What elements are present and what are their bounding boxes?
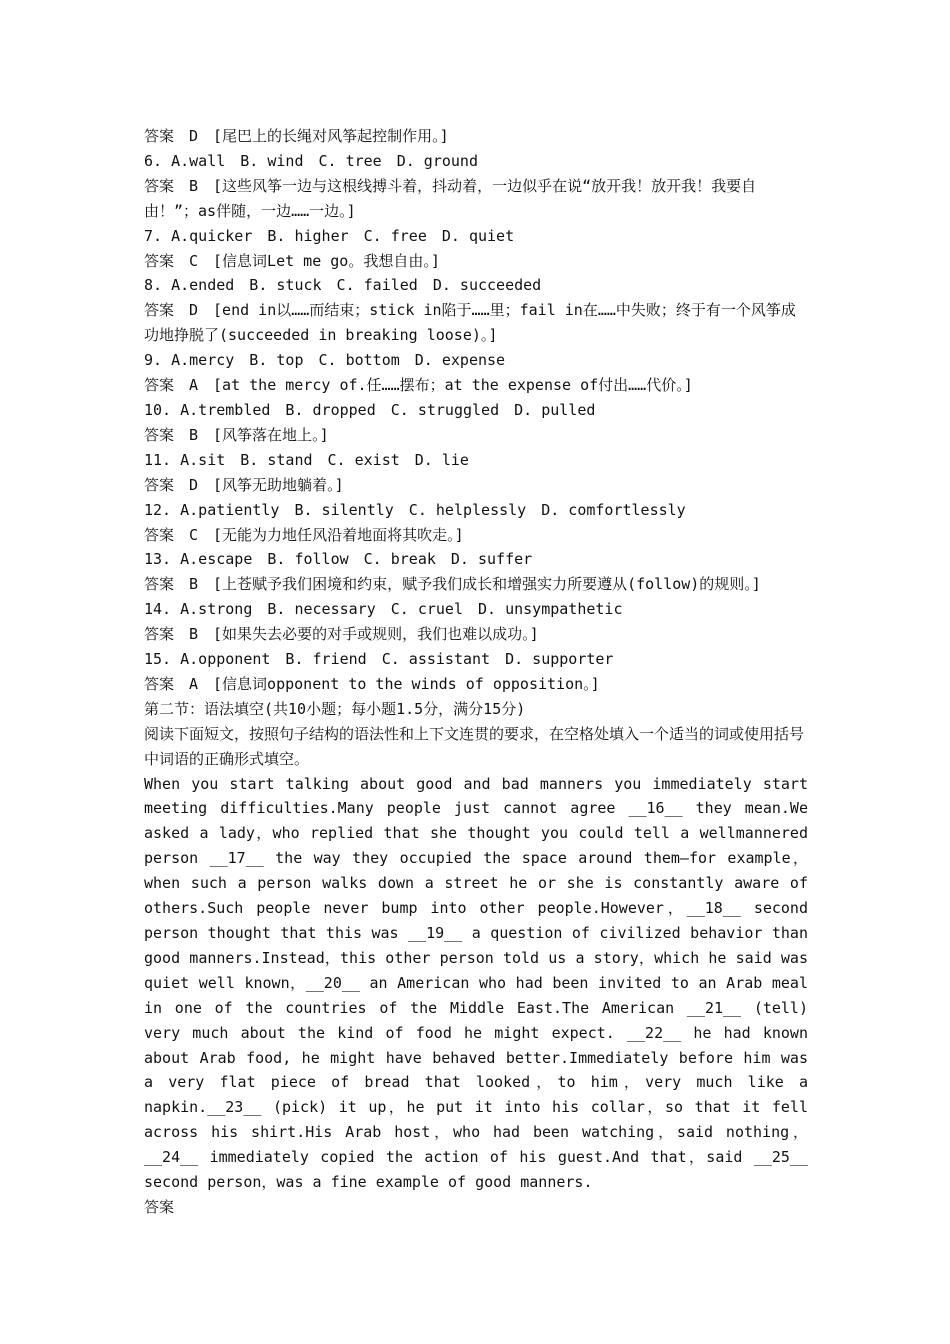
question-line: 15. A.opponent B. friend C. assistant D. supporter bbox=[144, 650, 614, 669]
answer-line: 答案 B [这些风筝一边与这根线搏斗着，抖动着，一边似乎在说“放开我！放开我！我要自由！”；as伴随，一边……一边。] bbox=[144, 176, 757, 220]
question-line: 13. A.escape B. follow C. break D. suffer bbox=[144, 550, 533, 569]
question-line: 10. A.trembled B. dropped C. struggled D. pulled bbox=[144, 400, 596, 419]
reading-passage: When you start talking about good and bad manners you immediately start meeting difficulties.Many people just cannot agree __16__ they mean.We asked a lady，who replied that she thought you could tell a wellmannered person __17__ the way they occupied the space around them—for example，when such a person walks down a street he or she is constantly aware of others.Such people never bump into other people.However，__18__ second person thought that this was __19__ a question of civilized behavior than good manners.Instead，this other person told us a story，which he said was quiet well known，__20__ an American who had been invited to an Arab meal in one of the countries of the Middle East.The American __21__ (tell) very much about the kind of food he might expect. __22__ he had known about Arab food, he might have behaved better.Immediately before him was a very flat piece of bread that looked，to him，very much like a napkin.__23__ (pick) it up，he put it into his collar，so that it fell across his shirt.His Arab host，who had been watching，said nothing，__24__ immediately copied the action of his guest.And that，said __25__ second person，was a fine example of good manners. bbox=[144, 774, 808, 1192]
section-instructions: 阅读下面短文，按照句子结构的语法性和上下文连贯的要求，在空格处填入一个适当的词或使用括号中词语的正确形式填空。 bbox=[144, 724, 805, 768]
question-line: 6. A.wall B. wind C. tree D. ground bbox=[144, 151, 478, 170]
question-line: 14. A.strong B. necessary C. cruel D. unsympathetic bbox=[144, 600, 623, 619]
answer-line: 答案 D [end in以……而结束；stick in陷于……里；fail in在……中失败；终于有一个风筝成功地挣脱了(succeeded in breaking loose)。] bbox=[144, 301, 796, 345]
answer-line: 答案 D [风筝无助地躺着。] bbox=[144, 475, 344, 494]
answer-line: 答案 B [如果失去必要的对手或规则，我们也难以成功。] bbox=[144, 625, 539, 644]
question-line: 7. A.quicker B. higher C. free D. quiet bbox=[144, 226, 515, 245]
question-line: 8. A.ended B. stuck C. failed D. succeeded bbox=[144, 276, 542, 295]
answer-line: 答案 C [无能为力地任风沿着地面将其吹走。] bbox=[144, 525, 464, 544]
section-heading: 第二节：语法填空(共10小题；每小题1.5分，满分15分) bbox=[144, 699, 526, 718]
answer-line: 答案 C [信息词Let me go。我想自由。] bbox=[144, 251, 440, 270]
document-page bbox=[144, 124, 808, 1220]
answer-line: 答案 A [at the mercy of.任……摆布；at the expense of付出……代价。] bbox=[144, 376, 693, 395]
question-line: 11. A.sit B. stand C. exist D. lie bbox=[144, 450, 469, 469]
question-line: 9. A.mercy B. top C. bottom D. expense bbox=[144, 351, 506, 370]
answer-label: 答案 bbox=[144, 1197, 175, 1216]
answer-line: 答案 D [尾巴上的长绳对风筝起控制作用。] bbox=[144, 127, 449, 145]
answer-line: 答案 B [风筝落在地上。] bbox=[144, 425, 329, 444]
question-line: 12. A.patiently B. silently C. helplessly D. comfortlessly bbox=[144, 500, 686, 519]
answer-line: 答案 A [信息词opponent to the winds of opposition。] bbox=[144, 674, 600, 693]
answer-line: 答案 B [上苍赋予我们困境和约束，赋予我们成长和增强实力所要遵从(follow)的规则。] bbox=[144, 575, 761, 594]
